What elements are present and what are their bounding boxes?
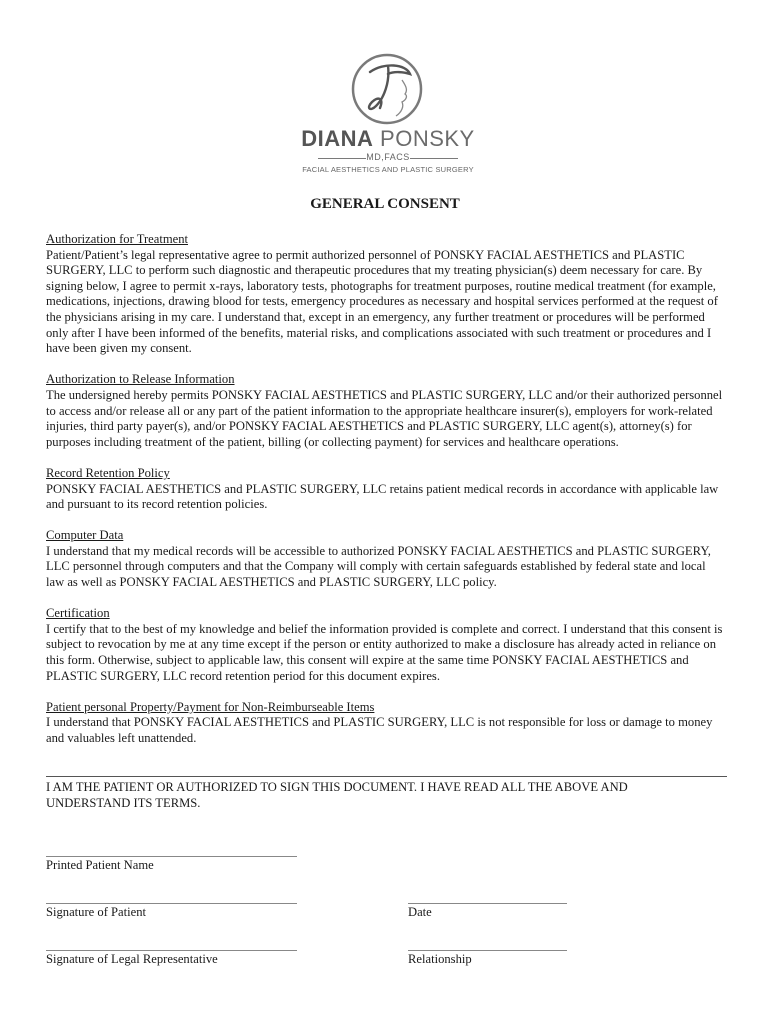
section-body: PONSKY FACIAL AESTHETICS and PLASTIC SURGERY, LLC retains patient medical records in accordance with applicable law and pursuant to its record retention policies. [46, 481, 719, 512]
section-heading: Patient personal Property/Payment for Non-Reimburseable Items [46, 699, 375, 714]
section-heading: Authorization to Release Information [46, 372, 235, 387]
printed-name-line[interactable] [46, 856, 297, 857]
relationship-label: Relationship [408, 952, 472, 966]
section-body: I certify that to the best of my knowledge and belief the information provided is complete and correct. I understand that this consent is subject to revocation by me at any time except if the person or entity authorized to make a disclosure has already acted in reliance on this form. Otherwise, subject to applicable law, this consent will expire at the same time PONSKY FACIAL AESTHETICS and PLASTIC SURGERY, LLC record retention period for this document expires. [46, 621, 723, 683]
section-certification [46, 606, 726, 684]
section-record-retention [46, 466, 726, 513]
practice-logo [300, 52, 476, 172]
consent-sections [46, 232, 726, 762]
representative-signature-line[interactable] [46, 950, 297, 951]
section-heading: Certification [46, 606, 110, 621]
logo-tagline: FACIAL AESTHETICS AND PLASTIC SURGERY [302, 165, 474, 174]
printed-name-label: Printed Patient Name [46, 858, 154, 872]
section-body: I understand that my medical records will be accessible to authorized PONSKY FACIAL AESTHETICS and PLASTIC SURGERY, LLC personnel through computers and that the Company will comply with certain safeguards established by federal state and local law as well as PONSKY FACIAL AESTHETICS and PLASTIC SURGERY, LLC policy. [46, 543, 711, 590]
patient-signature-label: Signature of Patient [46, 905, 147, 919]
logo-divider-right [410, 158, 458, 159]
section-body: I understand that PONSKY FACIAL AESTHETICS and PLASTIC SURGERY, LLC is not responsible for loss or damage to money and valuables left unattended. [46, 715, 713, 745]
section-body: Patient/Patient’s legal representative agree to permit authorized personnel of PONSKY FACIAL AESTHETICS and PLASTIC SURGERY, LLC to perform such diagnostic and therapeutic procedures that my treating physician(s) deem necessary for care. By signing below, I agree to permit x-rays, laboratory tests, photographs for treatment purposes, routine medical treatment (for example, medications, injections, drawing blood for tests, emergency procedures as necessary and hospital services performed at the request of the physicians arising in my care. I understand that, except in an emergency, any further treatment or procedures will be performed only after I have been informed of the benefits, material risks, and complications associated with such treatment or procedures and I have been given my consent. [46, 247, 718, 356]
section-divider [46, 776, 727, 777]
section-body: The undersigned hereby permits PONSKY FACIAL AESTHETICS and PLASTIC SURGERY, LLC and/or their authorized personnel to access and/or release all or any part of the patient information to the appropriate healthcare insurer(s), employers for work-related injuries, third party payer(s), and/or PONSKY FACIAL AESTHETICS and PLASTIC SURGERY, LLC agent(s), attorney(s) for purposes including treatment of the patient, billing (or collecting payment) for services and healthcare operations. [46, 387, 723, 449]
section-treatment [46, 232, 726, 357]
logo-credentials: MD,FACS [366, 152, 410, 162]
logo-monogram-icon [350, 52, 424, 126]
section-computer-data [46, 528, 726, 590]
date-label: Date [408, 905, 432, 919]
section-heading: Record Retention Policy [46, 465, 170, 480]
representative-signature-label: Signature of Legal Representative [46, 952, 218, 966]
logo-wordmark: DIANA PONSKY [301, 126, 475, 151]
section-heading: Authorization for Treatment [46, 232, 189, 246]
section-personal-property [46, 700, 726, 747]
section-heading: Computer Data [46, 528, 124, 543]
relationship-line[interactable] [408, 950, 567, 951]
section-release-information [46, 372, 726, 450]
patient-signature-line[interactable] [46, 903, 297, 904]
acknowledgement-statement: I AM THE PATIENT OR AUTHORIZED TO SIGN THIS DOCUMENT. I HAVE READ ALL THE ABOVE AND UNDERSTAND ITS TERMS. [46, 780, 628, 810]
logo-credentials-row [300, 152, 476, 164]
document-title: GENERAL CONSENT [310, 196, 460, 212]
date-line[interactable] [408, 903, 567, 904]
